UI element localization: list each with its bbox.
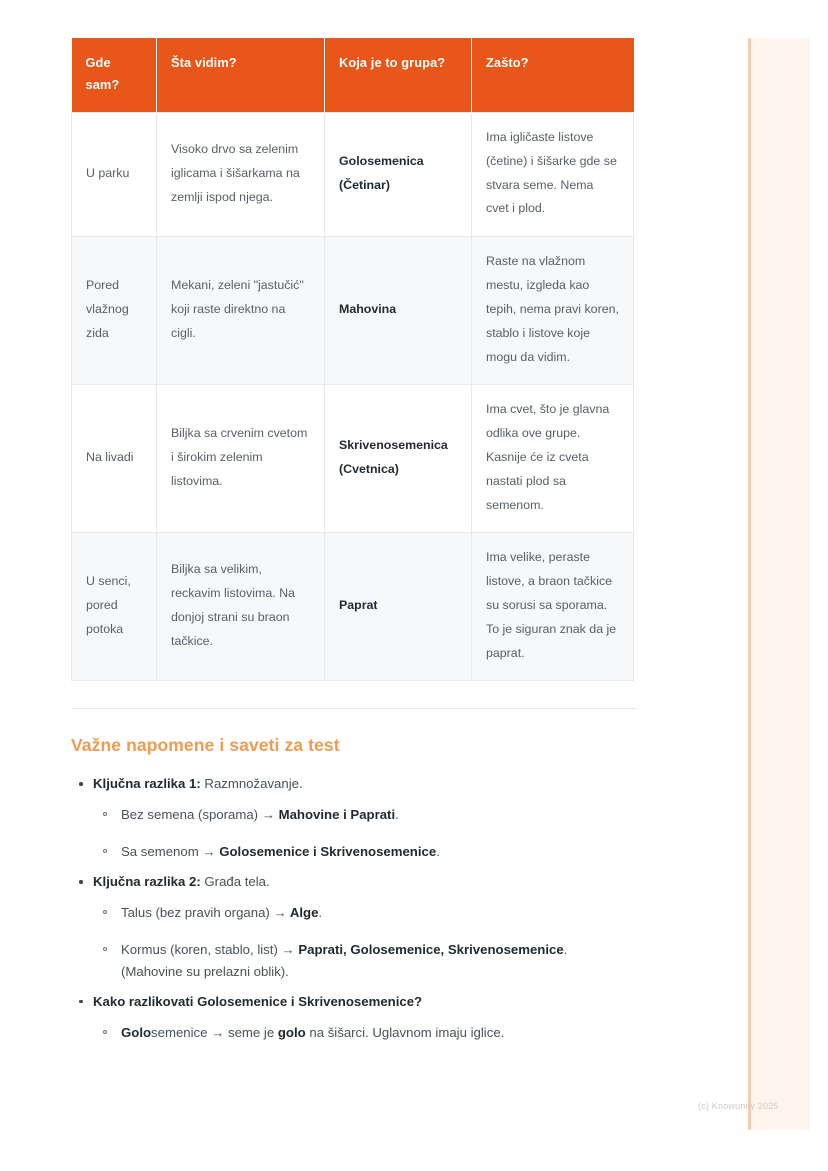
cell-where: Na livadi xyxy=(72,385,157,533)
note-heading-rest: Građa tela. xyxy=(200,874,270,890)
list-item xyxy=(93,804,731,826)
section-divider xyxy=(71,708,637,709)
cell-where: Pored vlažnog zida xyxy=(72,237,157,385)
decorative-edge-line xyxy=(748,38,751,1130)
table-header-row xyxy=(72,38,634,113)
sub-note-pre: Bez semena (sporama) xyxy=(121,807,262,823)
identification-table-wrapper xyxy=(71,0,731,681)
group-name: Mahovina xyxy=(339,301,397,316)
cell-why: Ima cvet, što je glavna odlika ove grupe. Kasnije će iz cveta nastati plod sa semenom. xyxy=(472,385,634,533)
column-header-why: Zašto? xyxy=(472,38,634,113)
note-heading xyxy=(93,991,731,1013)
sub-note-mid2: seme je xyxy=(224,1024,278,1040)
group-name: Skrivenosemenica xyxy=(339,438,448,453)
sub-note-bold: Mahovine i Paprati xyxy=(274,807,396,823)
cell-what: Biljka sa crvenim cvetom i širokim zelenim listovima. xyxy=(157,385,325,533)
column-header-group: Koja je to grupa? xyxy=(325,38,472,113)
cell-group xyxy=(325,237,472,385)
page-title: Važne napomene i saveti za test xyxy=(71,735,340,756)
sub-note-pre: Kormus (koren, stablo, list) xyxy=(121,941,282,957)
sub-note-mid: semenice xyxy=(151,1024,212,1040)
list-item xyxy=(71,871,731,983)
cell-why: Raste na vlažnom mestu, izgleda kao tepih, nema pravi koren, stablo i listove koje mogu da vidim. xyxy=(472,237,634,385)
list-item xyxy=(71,991,731,1044)
note-heading-rest: Razmnožavanje. xyxy=(200,776,303,792)
sub-note-pre: Talus (bez pravih organa) xyxy=(121,905,274,921)
table-row xyxy=(72,385,634,533)
cell-what: Biljka sa velikim, reckavim listovima. Na donjoj strani su braon tačkice. xyxy=(157,533,325,681)
list-item xyxy=(93,939,731,983)
cell-group xyxy=(325,385,472,533)
list-item xyxy=(93,1022,731,1044)
page-content xyxy=(71,0,731,1052)
list-item xyxy=(71,773,731,863)
column-header-where: Gde sam? xyxy=(72,38,157,113)
sub-note-post: . xyxy=(436,844,440,860)
note-heading-label: Ključna razlika 1: xyxy=(93,776,201,792)
cell-group xyxy=(325,533,472,681)
sub-note-bold-lead: Golo xyxy=(121,1024,152,1040)
note-heading-label: Kako razlikovati Golosemenice i Skrivenosemenice? xyxy=(93,993,423,1009)
sub-note-post: na šišarci. Uglavnom imaju iglice. xyxy=(305,1024,505,1040)
list-item xyxy=(93,841,731,863)
sub-note-bold: Paprati, Golosemenice, Skrivenosemenice xyxy=(294,941,564,957)
cell-group xyxy=(325,113,472,237)
notes-list xyxy=(71,773,731,1043)
note-heading xyxy=(93,871,731,893)
cell-where: U senci, pored potoka xyxy=(72,533,157,681)
table-row xyxy=(72,533,634,681)
sub-note-tail: (Mahovine su prelazni oblik). xyxy=(121,963,289,979)
identification-table xyxy=(71,38,634,681)
decorative-edge-panel xyxy=(748,38,810,1130)
cell-what: Mekani, zeleni "jastučić" koji raste direktno na cigli. xyxy=(157,237,325,385)
table-row xyxy=(72,237,634,385)
sub-notes-list xyxy=(93,902,731,983)
sub-note-bold: golo xyxy=(277,1024,306,1040)
sub-notes-list xyxy=(93,804,731,863)
arrow-icon: → xyxy=(211,1024,225,1040)
sub-note-post: . xyxy=(395,807,399,823)
cell-why: Ima velike, peraste listove, a braon tačkice su sorusi sa sporama. To je siguran znak da je paprat. xyxy=(472,533,634,681)
sub-note-post: . xyxy=(318,905,323,921)
table-row xyxy=(72,113,634,237)
arrow-icon: → xyxy=(281,941,295,957)
group-name: Paprat xyxy=(339,598,378,612)
arrow-icon: → xyxy=(261,807,275,823)
sub-note-bold: Alge xyxy=(286,905,319,921)
note-heading xyxy=(93,773,731,795)
group-name: Golosemenica xyxy=(339,153,424,168)
sub-note-post: . xyxy=(563,941,568,957)
group-subname: (Četinar) xyxy=(339,177,390,192)
sub-note-bold: Golosemenice i Skrivenosemenice xyxy=(215,844,437,860)
note-heading-label: Ključna razlika 2: xyxy=(93,874,201,890)
arrow-icon: → xyxy=(202,844,216,860)
cell-why: Ima igličaste listove (četine) i šišarke gde se stvara seme. Nema cvet i plod. xyxy=(472,113,634,237)
sub-note-pre: Sa semenom xyxy=(121,844,203,860)
column-header-what: Šta vidim? xyxy=(157,38,325,113)
arrow-icon: → xyxy=(273,905,287,921)
sub-notes-list xyxy=(93,1022,731,1044)
list-item xyxy=(93,902,731,924)
cell-where: U parku xyxy=(72,113,157,237)
group-subname: (Cvetnica) xyxy=(339,461,399,476)
copyright-watermark: (c) Knowunity 2025 xyxy=(698,1101,779,1111)
cell-what: Visoko drvo sa zelenim iglicama i šišarkama na zemlji ispod njega. xyxy=(157,113,325,237)
